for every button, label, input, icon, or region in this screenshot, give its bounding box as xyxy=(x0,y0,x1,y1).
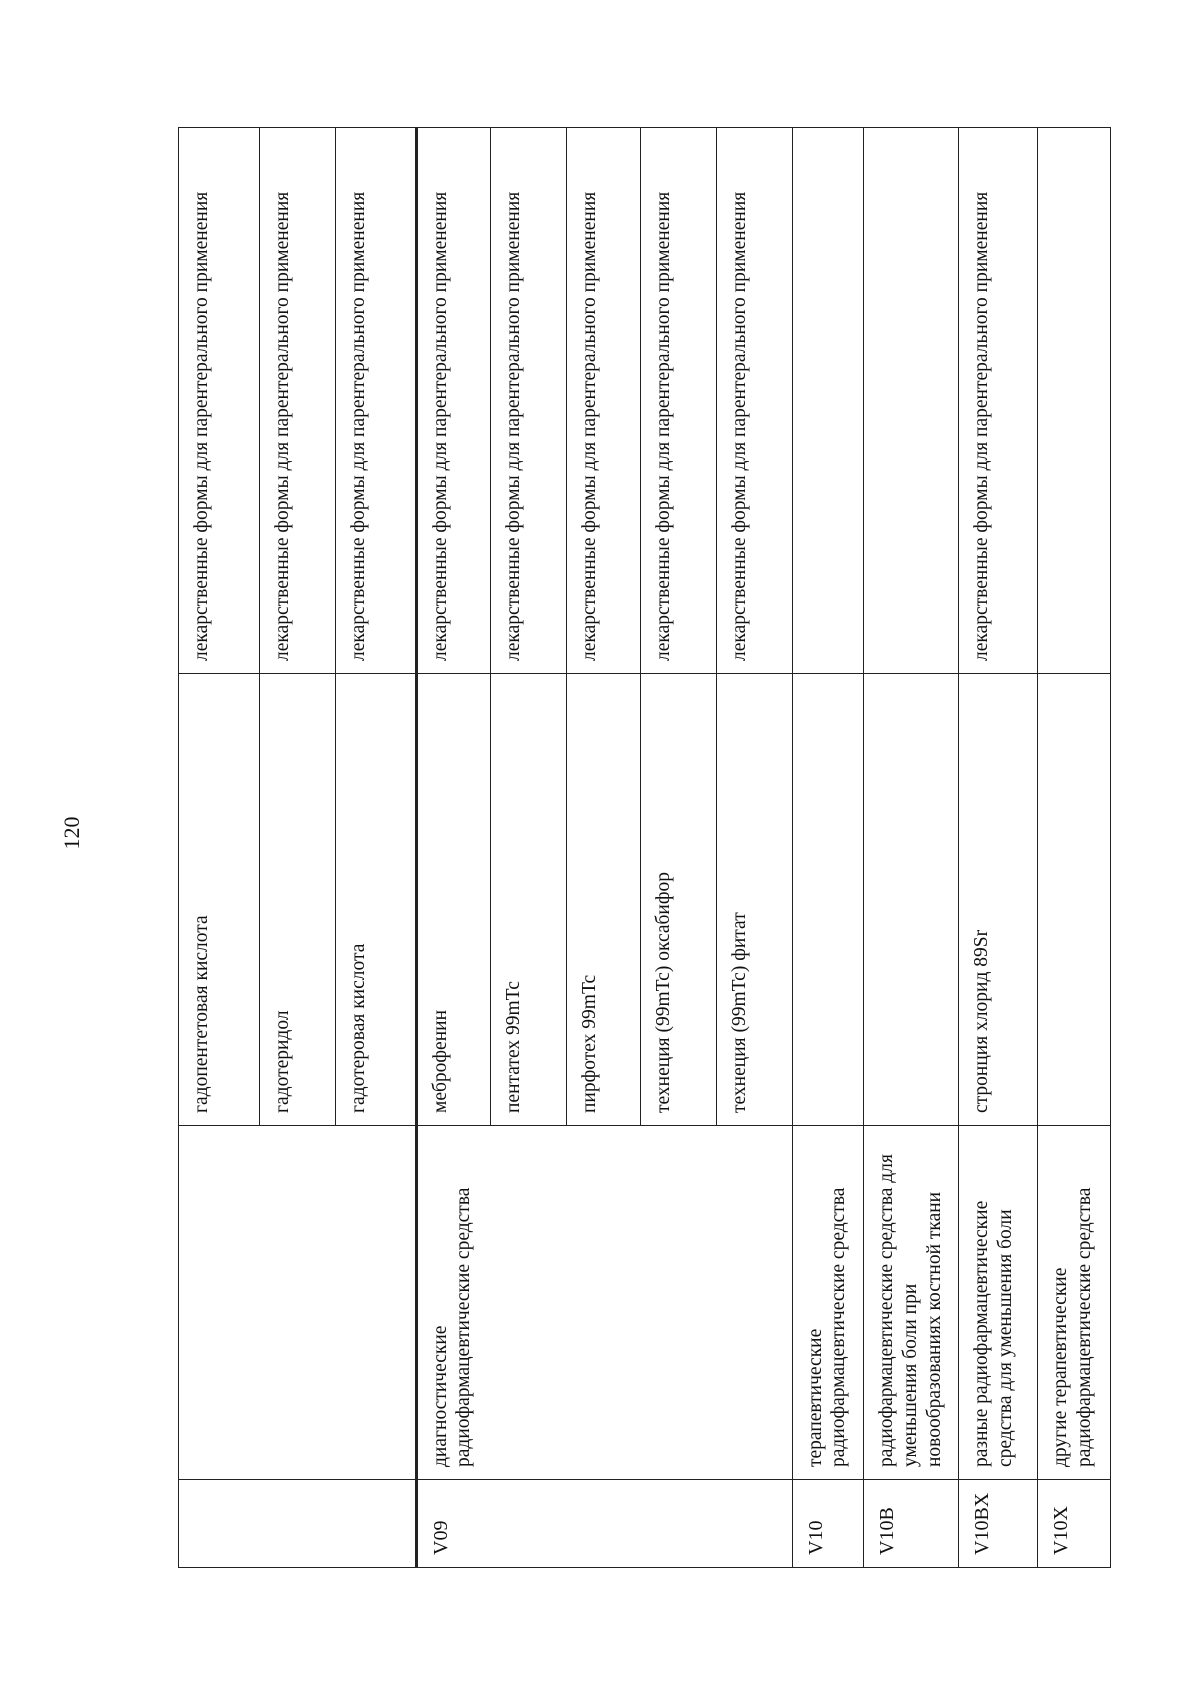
group-name-cell: радиофармацевтические средства для уменьшения боли при новообразованиях костной ткани xyxy=(864,1126,958,1480)
table-row xyxy=(1038,128,1111,1568)
atc-code-cell xyxy=(179,1480,417,1568)
drug-name-cell: гадотеридол xyxy=(260,674,336,1126)
drug-classification-table xyxy=(178,127,1111,1568)
atc-code-cell: V10X xyxy=(1038,1480,1111,1568)
table-body xyxy=(179,128,1111,1568)
table-row xyxy=(179,128,260,1568)
dosage-form-cell xyxy=(1038,128,1111,674)
dosage-form-cell: лекарственные формы для парентерального применения xyxy=(336,128,416,674)
group-name-cell: диагностические радиофармацевтические средства xyxy=(416,1126,792,1480)
drug-name-cell: пентатех 99mTc xyxy=(490,674,566,1126)
page-number: 120 xyxy=(59,816,84,850)
dosage-form-cell: лекарственные формы для парентерального применения xyxy=(416,128,490,674)
drug-name-cell xyxy=(1038,674,1111,1126)
drug-name-cell: меброфенин xyxy=(416,674,490,1126)
table-row xyxy=(864,128,958,1568)
dosage-form-cell: лекарственные формы для парентерального применения xyxy=(179,128,260,674)
drug-name-cell: технеция (99mTc) оксабифор xyxy=(640,674,716,1126)
drug-name-cell: гадотеровая кислота xyxy=(336,674,416,1126)
dosage-form-cell: лекарственные формы для парентерального применения xyxy=(260,128,336,674)
drug-name-cell: стронция хлорид 89Sr xyxy=(958,674,1037,1126)
dosage-form-cell: лекарственные формы для парентерального применения xyxy=(490,128,566,674)
dosage-form-cell xyxy=(864,128,958,674)
group-name-cell xyxy=(179,1126,417,1480)
dosage-form-cell: лекарственные формы для парентерального применения xyxy=(958,128,1037,674)
group-name-cell: терапевтические радиофармацевтические средства xyxy=(792,1126,864,1480)
drug-name-cell xyxy=(864,674,958,1126)
table-row xyxy=(416,128,490,1568)
table-row xyxy=(958,128,1037,1568)
table-row xyxy=(792,128,864,1568)
atc-code-cell: V10 xyxy=(792,1480,864,1568)
dosage-form-cell: лекарственные формы для парентерального применения xyxy=(566,128,640,674)
group-name-cell: другие терапевтические радиофармацевтические средства xyxy=(1038,1126,1111,1480)
drug-name-cell xyxy=(792,674,864,1126)
drug-name-cell: гадопентетовая кислота xyxy=(179,674,260,1126)
rotated-table-sheet xyxy=(178,128,1111,1568)
dosage-form-cell: лекарственные формы для парентерального применения xyxy=(640,128,716,674)
group-name-cell: разные радиофармацевтические средства для уменьшения боли xyxy=(958,1126,1037,1480)
drug-name-cell: технеция (99mTc) фитат xyxy=(716,674,792,1126)
atc-code-cell: V10B xyxy=(864,1480,958,1568)
atc-code-cell: V10BX xyxy=(958,1480,1037,1568)
atc-code-cell: V09 xyxy=(416,1480,792,1568)
dosage-form-cell xyxy=(792,128,864,674)
dosage-form-cell: лекарственные формы для парентерального применения xyxy=(716,128,792,674)
drug-name-cell: пирфотех 99mTc xyxy=(566,674,640,1126)
